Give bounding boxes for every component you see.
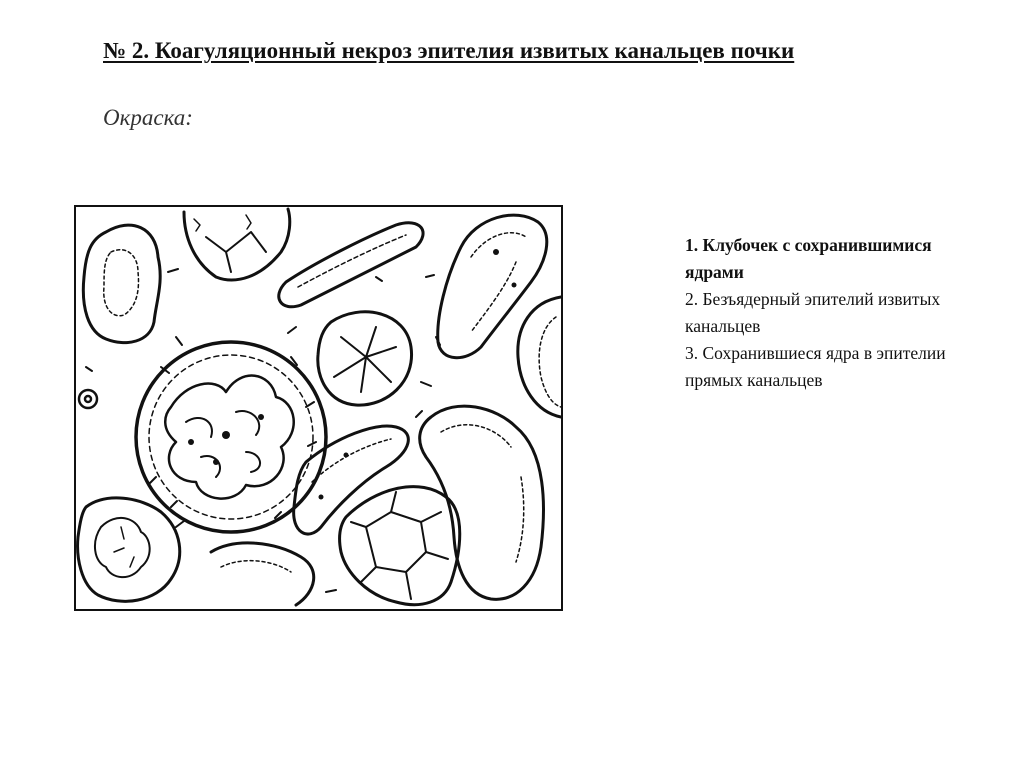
glomerulus <box>136 342 326 532</box>
small-ring <box>79 390 97 408</box>
tubule-top-left <box>83 225 160 343</box>
tubule-bottom-left <box>78 498 180 601</box>
legend <box>685 232 985 394</box>
tubule-bottom-center <box>211 543 314 605</box>
tubule-round-center <box>318 312 412 405</box>
tubule-right-edge <box>518 297 561 417</box>
legend-item-3: 3. Сохранившиеся ядра в эпителии прямых канальцев <box>685 343 946 390</box>
page-title: № 2. Коагуляционный некроз эпителия извитых канальцев почки <box>103 38 795 63</box>
tubule-top-center <box>184 209 290 280</box>
tubule-elongated-top <box>279 223 423 307</box>
histology-figure <box>74 205 563 611</box>
stain-label: Окраска: <box>103 105 193 130</box>
tubule-bottom-middle <box>340 487 460 605</box>
legend-item-2: 2. Безъядерный эпителий извитых канальцев <box>685 289 941 336</box>
tubule-right-lower <box>420 406 544 599</box>
tubule-elongated-center <box>294 426 409 534</box>
legend-item-1: 1. Клубочек с сохранившимися ядрами <box>685 235 932 282</box>
tubule-right-upper <box>438 215 547 358</box>
